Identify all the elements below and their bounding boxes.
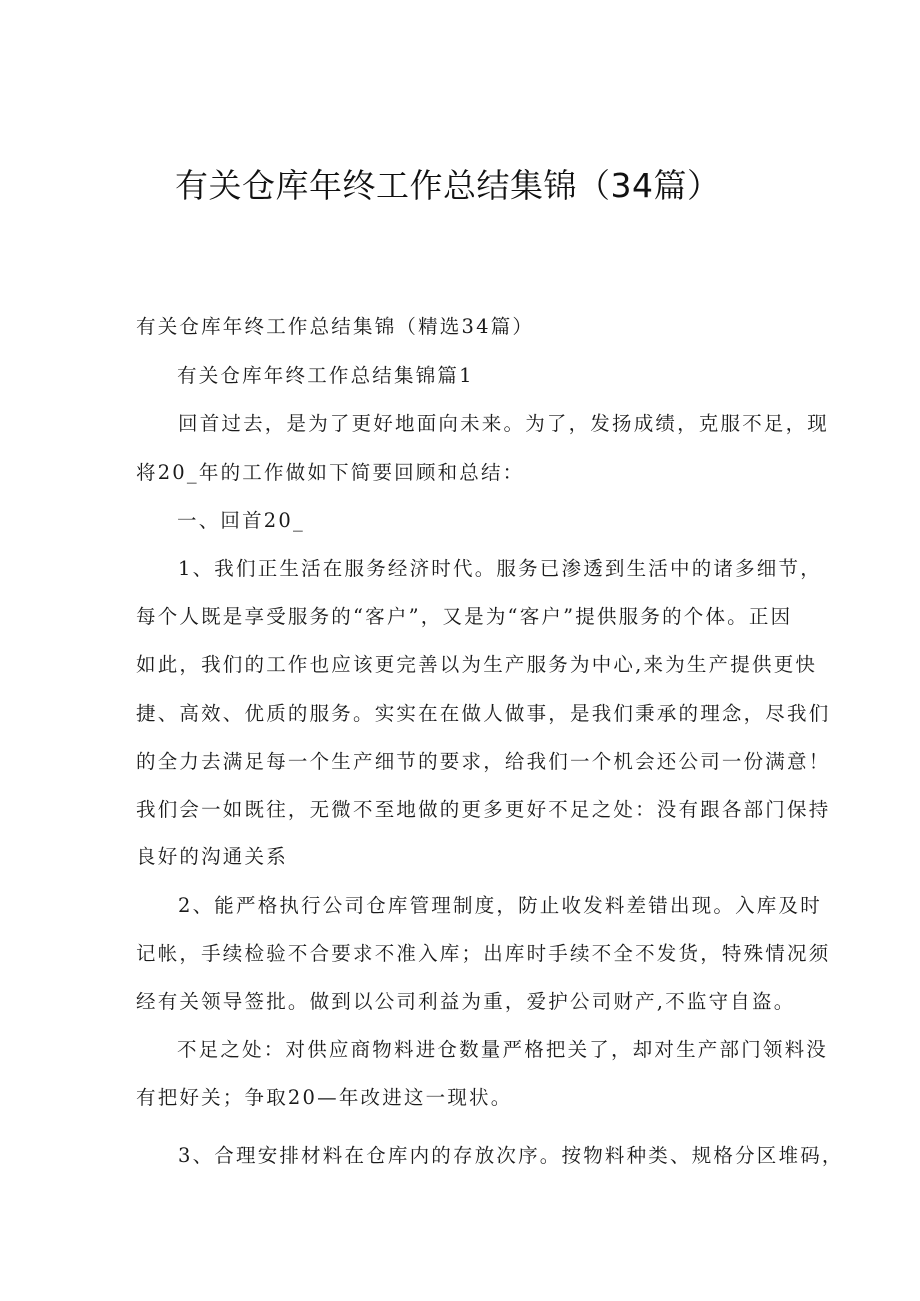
- paragraph-line: 如此，我们的工作也应该更完善以为生产服务为中心,来为生产提供更快: [136, 653, 818, 676]
- paragraph-line: 我们会一如既往，无微不至地做的更多更好不足之处：没有跟各部门保持: [136, 798, 831, 821]
- document-title: 有关仓库年终工作总结集锦（34篇）: [175, 166, 721, 205]
- paragraph-line: 不足之处：对供应商物料进仓数量严格把关了，却对生产部门领料没: [177, 1038, 829, 1061]
- paragraph-line: 2、能严格执行公司仓库管理制度，防止收发料差错出现。入库及时: [178, 894, 822, 917]
- paragraph-line: 每个人既是享受服务的“客户”，又是为“客户”提供服务的个体。正因: [136, 605, 793, 628]
- paragraph-line: 经有关领导签批。做到以公司利益为重，爱护公司财产,不监守自盗。: [136, 990, 796, 1013]
- subtitle-line: 有关仓库年终工作总结集锦（精选34篇）: [136, 315, 535, 338]
- paragraph-line: 良好的沟通关系: [136, 845, 288, 868]
- paragraph-line: 1、我们正生活在服务经济时代。服务已渗透到生活中的诸多细节，: [178, 557, 822, 580]
- paragraph-line: 3、合理安排材料在仓库内的存放次序。按物料种类、规格分区堆码，: [178, 1144, 844, 1167]
- paragraph-line: 捷、高效、优质的服务。实实在在做人做事，是我们秉承的理念，尽我们: [136, 702, 831, 725]
- section-heading: 有关仓库年终工作总结集锦篇1: [177, 364, 474, 387]
- paragraph-line: 记帐，手续检验不合要求不准入库；出库时手续不全不发货，特殊情况须: [136, 942, 831, 965]
- paragraph-line: 有把好关；争取20—年改进这一现状。: [136, 1086, 513, 1109]
- paragraph-line: 将20_年的工作做如下简要回顾和总结：: [136, 461, 525, 484]
- list-heading: 一、回首20_: [177, 509, 305, 532]
- paragraph-line: 回首过去，是为了更好地面向未来。为了，发扬成绩，克服不足，现: [178, 412, 830, 435]
- paragraph-line: 的全力去满足每一个生产细节的要求，给我们一个机会还公司一份满意！: [136, 750, 831, 773]
